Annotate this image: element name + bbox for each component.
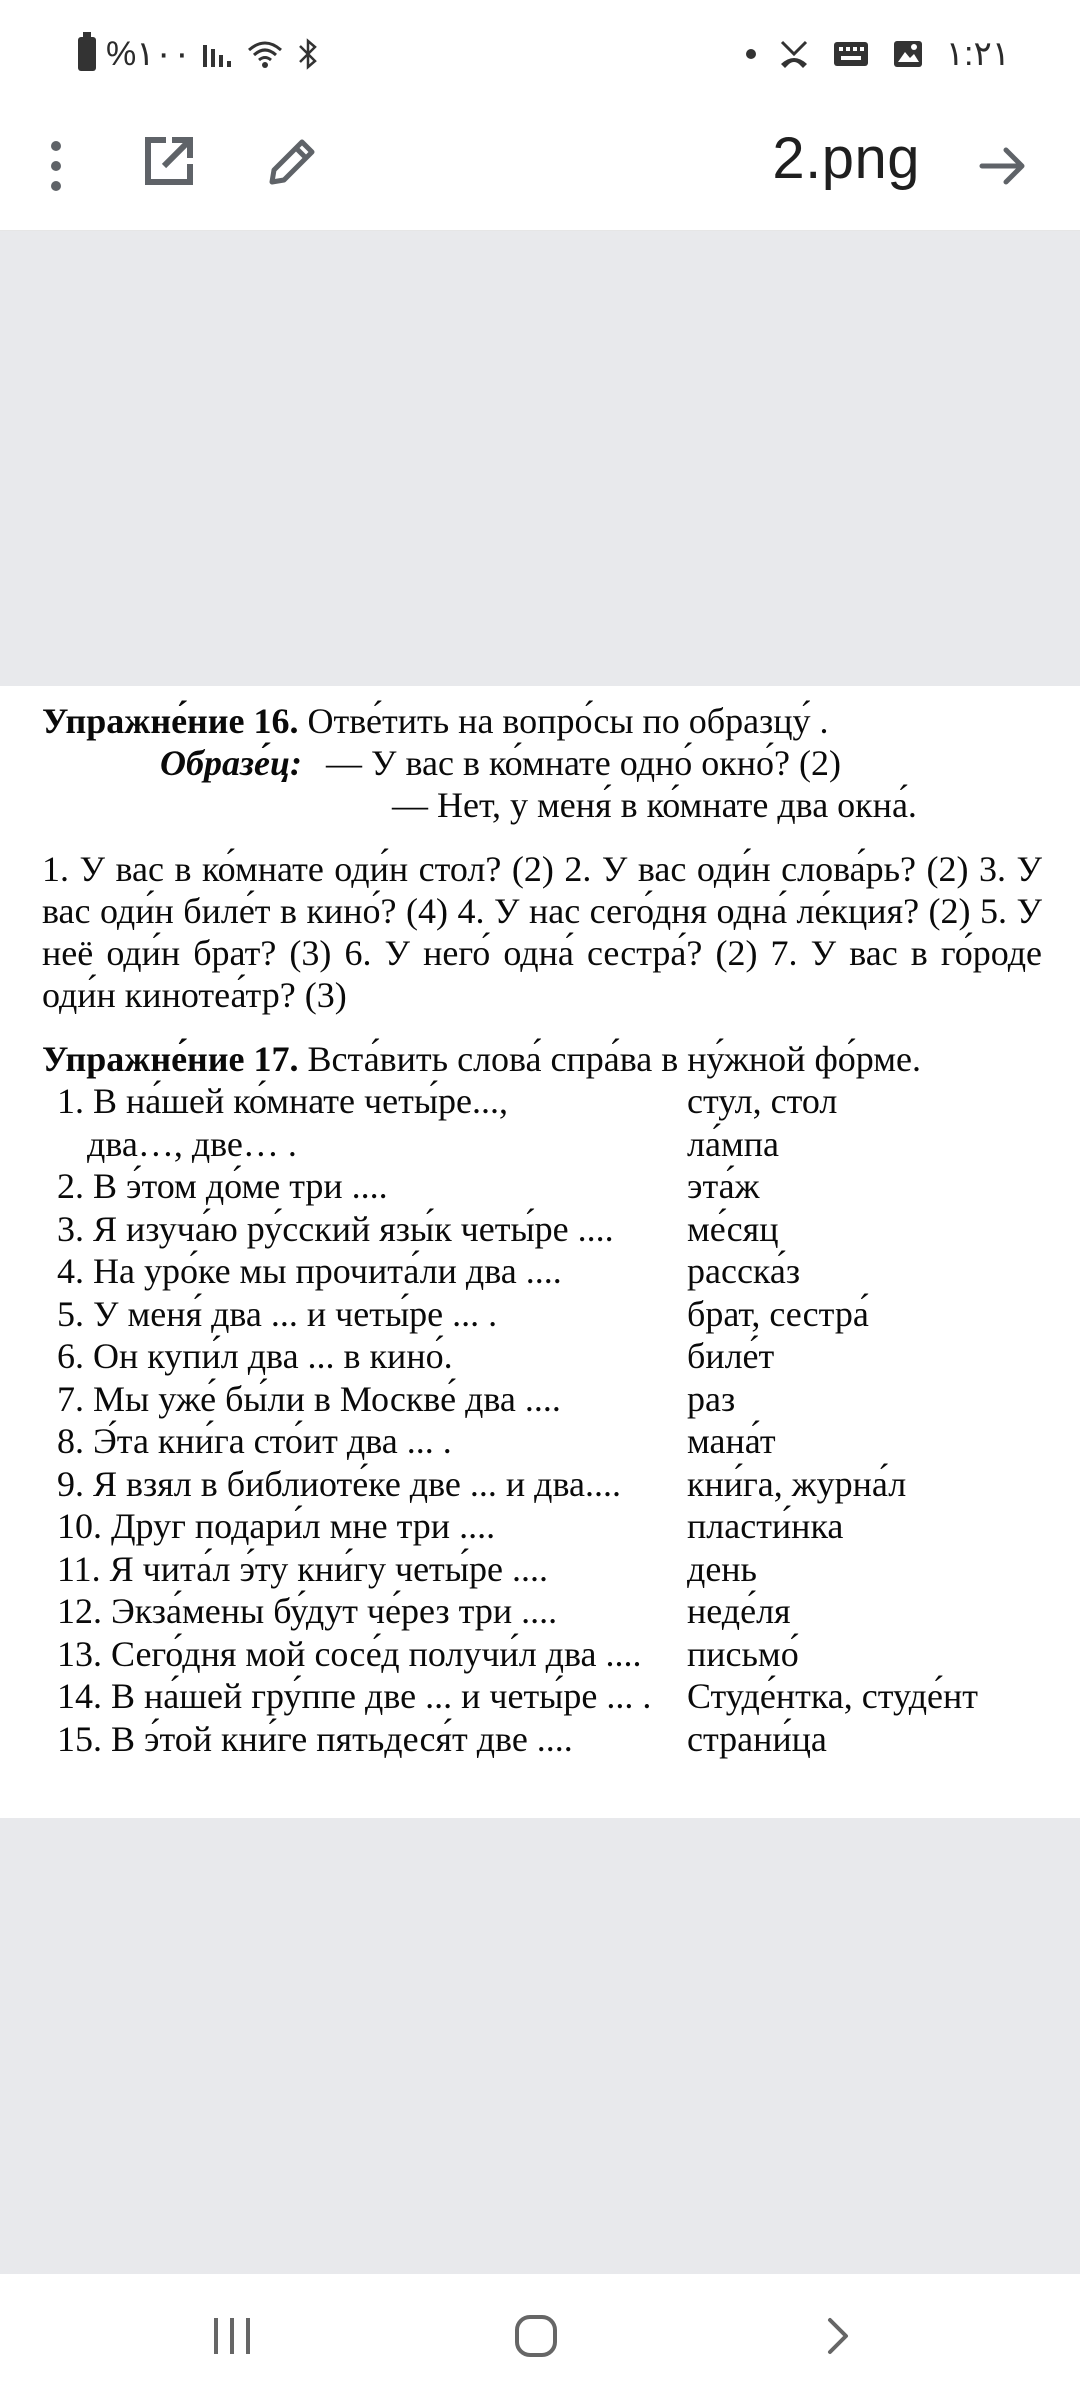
row-word: стул, стол — [687, 1081, 838, 1121]
exercise-row — [42, 1123, 1042, 1166]
row-sentence: 14. В на́шей гру́ппе две ... и четы́ре ... . — [57, 1676, 652, 1716]
exercise-row — [42, 1718, 1042, 1761]
sample-answer: — Нет, у меня́ в ко́мнате два окна́. — [392, 785, 917, 825]
row-sentence: 3. Я изуча́ю ру́сский язы́к четы́ре .... — [57, 1208, 614, 1249]
exercise-16-questions: 1. У вас в ко́мнате оди́н стол? (2) 2. У вас оди́н слова́рь? (2) 3. У вас оди́н биле́т в кино́? (4) 4. У нас сего́дня одна́ ле́кция? (2) 5. У неё оди́н брат? (3) 6. У него́ одна́ сестра́? (2) 7. У вас в го́роде оди́н кинотеа́тр? (3) — [42, 849, 1042, 1015]
row-word: эта́ж — [687, 1166, 760, 1206]
row-sentence: 8. Э́та кни́га сто́ит два ... . — [57, 1421, 452, 1461]
open-external-icon[interactable] — [138, 132, 198, 192]
row-sentence: 6. Он купи́л два ... в кино́. — [57, 1336, 453, 1376]
row-sentence: 9. Я взял в библиоте́ке две ... и два.... — [57, 1463, 621, 1504]
sample-line — [160, 742, 1042, 784]
clock: ١:٢١ — [945, 35, 1010, 73]
exercise-row — [42, 1505, 1042, 1548]
exercise-row — [42, 1080, 1042, 1123]
row-sentence: 7. Мы уже́ бы́ли в Москве́ два .... — [57, 1378, 561, 1419]
row-word: брат, сестра́ — [687, 1293, 869, 1334]
exercise-row — [42, 1250, 1042, 1293]
missed-call-icon — [778, 38, 810, 70]
sample-label: Образе́ц: — [160, 743, 302, 783]
signal-icon — [201, 39, 235, 69]
row-word: кни́га, журна́л — [687, 1463, 907, 1504]
row-sentence: 11. Я чита́л э́ту кни́гу четы́ре .... — [57, 1548, 548, 1589]
more-options-icon[interactable] — [38, 136, 74, 196]
system-nav-bar — [0, 2274, 1080, 2400]
row-sentence: 4. На уро́ке мы прочита́ли два .... — [57, 1251, 562, 1291]
exercise-row — [42, 1293, 1042, 1336]
exercise-16-header — [42, 700, 1042, 742]
row-word: раз — [687, 1378, 736, 1419]
row-word: пласти́нка — [687, 1506, 844, 1546]
row-word: письмо́ — [687, 1633, 799, 1674]
row-word: биле́т — [687, 1336, 775, 1376]
row-sentence: 2. В э́том до́ме три .... — [57, 1166, 388, 1206]
row-sentence: 10. Друг подари́л мне три .... — [57, 1506, 496, 1546]
exercise-17-heading: Упражне́ние 17. — [42, 1039, 299, 1079]
document-image — [0, 686, 1080, 1818]
row-sentence: 12. Экза́мены бу́дут че́рез три .... — [57, 1591, 558, 1631]
status-bar — [0, 0, 1080, 110]
row-word: Студе́нтка, студе́нт — [687, 1676, 979, 1716]
exercise-row — [42, 1420, 1042, 1463]
row-word: ла́мпа — [687, 1123, 779, 1164]
exercise-row — [42, 1675, 1042, 1718]
exercise-17-header — [42, 1038, 1042, 1080]
image-viewer[interactable] — [0, 231, 1080, 2274]
notification-dot — [746, 49, 756, 59]
status-right — [746, 34, 1010, 74]
row-sentence: 1. В на́шей ко́мнате четы́ре..., — [57, 1081, 508, 1121]
app-bar — [0, 110, 1080, 231]
row-sentence: 13. Сего́дня мой сосе́д получи́л два .... — [57, 1633, 642, 1674]
row-word: мана́т — [687, 1421, 776, 1461]
row-sentence: 5. У меня́ два ... и четы́ре ... . — [57, 1293, 498, 1334]
sample-question: — У вас в ко́мнате одно́ окно́? (2) — [326, 743, 842, 783]
row-word: день — [687, 1548, 757, 1589]
exercise-row — [42, 1590, 1042, 1633]
document-text — [42, 700, 1042, 1760]
row-sentence: два…, две… . — [87, 1123, 297, 1164]
row-word: ме́сяц — [687, 1208, 779, 1249]
bluetooth-icon — [295, 37, 321, 71]
recent-apps-icon[interactable] — [208, 2314, 256, 2358]
battery-percent: %١٠٠ — [106, 35, 192, 73]
status-left — [78, 34, 321, 74]
exercise-17-task: Вста́вить слова́ спра́ва в ну́жной фо́рме. — [307, 1039, 921, 1079]
back-icon[interactable] — [818, 2314, 858, 2358]
exercise-row — [42, 1208, 1042, 1251]
home-icon[interactable] — [512, 2312, 560, 2360]
exercise-16-task: Отве́тить на вопро́сы по образцу́ . — [307, 701, 829, 741]
exercise-17-table — [42, 1080, 1042, 1760]
exercise-row — [42, 1165, 1042, 1208]
row-word: страни́ца — [687, 1718, 827, 1759]
edit-icon[interactable] — [262, 132, 322, 192]
forward-arrow-icon[interactable] — [976, 138, 1032, 194]
exercise-row — [42, 1633, 1042, 1676]
exercise-row — [42, 1335, 1042, 1378]
file-name: 2.png — [772, 126, 920, 191]
row-sentence: 15. В э́той кни́ге пятьдеся́т две .... — [57, 1718, 573, 1759]
row-word: расска́з — [687, 1251, 801, 1291]
row-word: неде́ля — [687, 1591, 791, 1631]
keyboard-icon — [832, 39, 870, 69]
battery-icon — [78, 37, 96, 71]
exercise-row — [42, 1463, 1042, 1506]
exercise-16-heading: Упражне́ние 16. — [42, 701, 299, 741]
gallery-icon — [892, 39, 924, 69]
exercise-row — [42, 1548, 1042, 1591]
wifi-icon — [245, 38, 285, 70]
exercise-row — [42, 1378, 1042, 1421]
